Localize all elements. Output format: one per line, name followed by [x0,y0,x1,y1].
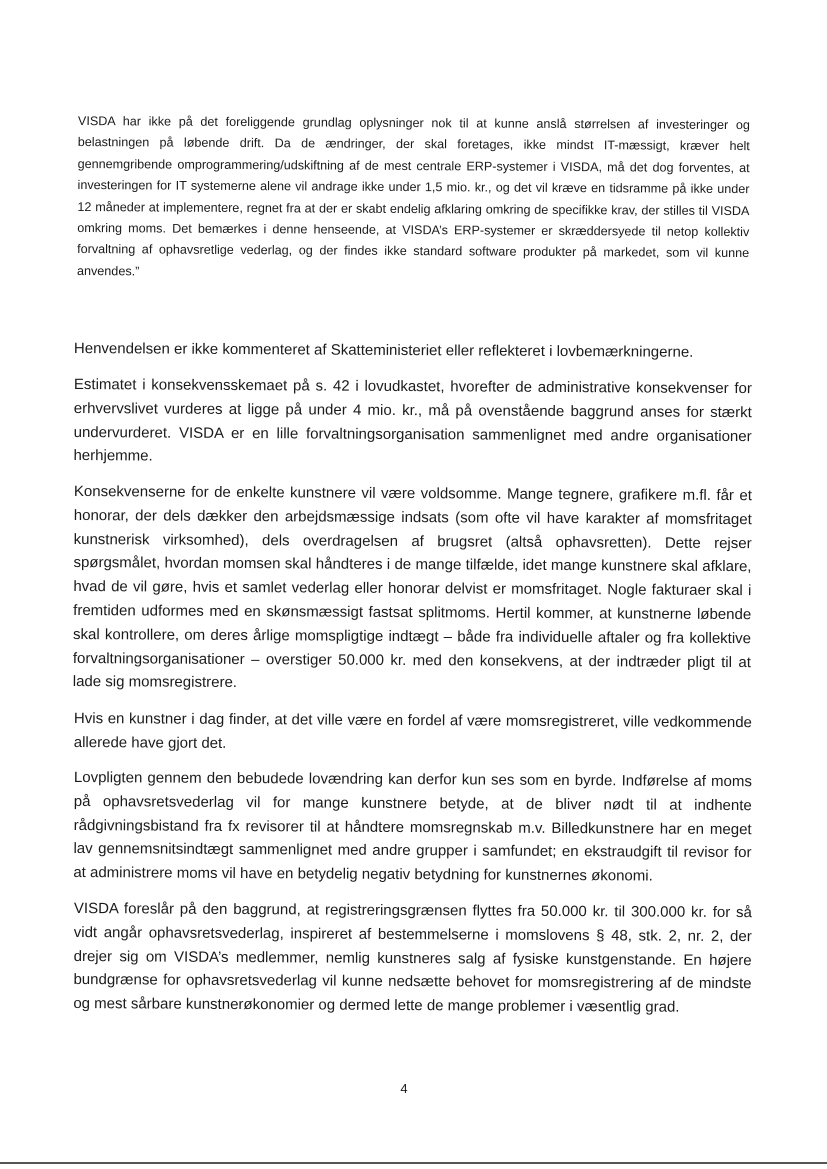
paragraph-voluntary-registration: Hvis en kunstner i dag finder, at det ville være en fordel af være momsregistreret, ville vedkommende allerede have gjort det. [73,709,752,752]
paragraph-artist-consequences: Konsekvenserne for de enkelte kunstnere vil være voldsomme. Mange tegnere, grafikere m.fl. får et honorar, der dels dækker den arbejdsmæssige indsats (som ofte vil have karakter af momsfritaget kunstnerisk virksomhed), dels overdragelsen af brugsret (altså ophavsretten). Dette rejser spørgsmålet, hvordan momsen skal håndteres i de mange tilfælde, idet mange kunstnere skal afklare, hvad de vil gøre, hvis et samlet vederlag eller honorar delvist er momsfritaget. Nogle fakturaer skal i fremtiden udformes med en skønsmæssigt fastsat splitmoms. Hertil kommer, at kunstnerne løbende skal kontrollere, om deres årlige momspligtige indtægt – både fra individuelle aftaler og fra kollektive forvaltningsorganisationer – overstiger 50.000 kr. med den konsekvens, at der indtræder pligt til at lade sig momsregistrere. [72,482,752,692]
paragraph-burden: Lovpligten gennem den bebudede lovændring kan derfor kun ses som en byrde. Indførelse af moms på ophavsretsvederlag vil for mange kunstnere betyde, at de bliver nødt til at indhente rådgivningsbistand fra fx revisorer til at håndtere momsregnskab m.v. Billedkunstnere har en meget lav gennemsnitsindtægt sammenlignet med andre grupper i samfundet; en ekstraudgift til revisor for at administrere moms vil have en betydelig negativ betydning for kunstnernes økonomi. [73,768,752,885]
paragraph-proposal: VISDA foreslår på den baggrund, at registreringsgrænsen flyttes fra 50.000 kr. til 300.000 kr. for så vidt angår ophavsretsvederlag, inspireret af bestemmelserne i momslovens § 48, stk. 2, nr. 2, der drejer sig om VISDA’s medlemmer, nemlig kunstneres salg af fysiske kunstgenstande. En højere bundgrænse for ophavsretsvederlag vil kunne nedsætte behovet for momsregistrering af de mindste og mest sårbare kunstnerøkonomier og dermed lette de mange problemer i væsentlig grad. [73,899,752,1016]
paragraph-ministry-response: Henvendelsen er ikke kommenteret af Skatteministeriet eller reflekteret i lovbemærkningerne. [73,339,694,361]
scan-bottom-edge [0,1162,827,1164]
quoted-statement: VISDA har ikke på det foreliggende grundlag oplysninger nok til at kunne anslå størrelsen af investeringer og belastningen på løbende drift. Da de ændringer, der skal foretages, ikke mindst IT-mæssigt, kræver helt gennemgribende omprogrammering/udskiftning af de mest centrale ERP-systemer i VISDA, må det dog forventes, at investeringen for IT systemerne alene vil andrage ikke under 1,5 mio. kr., og det vil kræve en tidsramme på ikke under 12 måneder at implementere, regnet fra at der er skabt endelig afklaring omkring de specifikke krav, der stilles til VISDA omkring moms. Det bemærkes i denne henseende, at VISDA’s ERP-systemer er skræddersyede til netop kollektiv forvaltning af ophavsretlige vederlag, og der findes ikke standard software produkter på markedet, som vil kunne anvendes.” [76,113,750,279]
page-number: 4 [400,1081,408,1096]
paragraph-impact-estimate: Estimatet i konsekvensskemaet på s. 42 i lovudkastet, hvorefter de administrative konsekvenser for erhvervslivet vurderes at ligge på under 4 mio. kr., må på ovenstående baggrund anses for stærkt undervurderet. VISDA er en lille forvaltningsorganisation sammenlignet med andre organisationer herhjemme. [73,375,752,465]
